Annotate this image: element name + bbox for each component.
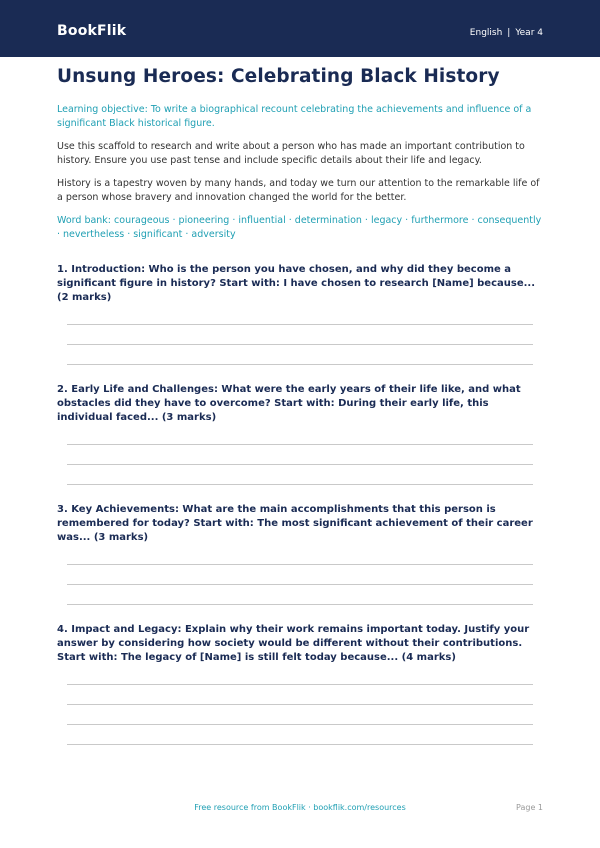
question-2: 2. Early Life and Challenges: What were the early years of their life like, and what obstacles did they have to overcome? Start with: During their early life, this individual faced... (3 marks): [57, 384, 521, 423]
writing-line: [67, 704, 533, 705]
answer-lines-4[interactable]: [67, 684, 533, 745]
writing-line: [67, 344, 533, 345]
writing-line: [67, 324, 533, 325]
year-label: Year 4: [515, 28, 543, 38]
question-1: 1. Introduction: Who is the person you have chosen, and why did they become a significant figure in history? Start with: I have chosen to research [Name] because... (2 marks): [57, 264, 536, 303]
answer-lines-3[interactable]: [67, 564, 533, 605]
question-3: 3. Key Achievements: What are the main accomplishments that this person is remembered for today? Start with: The most significant achievement of their career was... (3 marks): [57, 504, 533, 543]
page-title: Unsung Heroes: Celebrating Black History: [57, 66, 500, 87]
footer-text[interactable]: Free resource from BookFlik · bookflik.com/resources: [194, 803, 406, 812]
writing-line: [67, 584, 533, 585]
word-bank: Word bank: courageous · pioneering · influential · determination · legacy · furthermore · consequently · nevertheless · significant · adversity: [57, 215, 542, 240]
subject-label: English: [469, 28, 503, 38]
writing-line: [67, 444, 533, 445]
intro-paragraph: Use this scaffold to research and write about a person who has made an important contribution to history. Ensure you use past tense and include specific details about their life and legacy.: [57, 141, 525, 166]
question-4: 4. Impact and Legacy: Explain why their work remains important today. Justify your answer by considering how society would be different without their contributions. Start with: The legacy of [Name] is still felt today because... (4 marks): [57, 624, 530, 663]
writing-line: [67, 684, 533, 685]
worksheet-content: [57, 66, 543, 745]
answer-lines-2[interactable]: [67, 444, 533, 485]
brand-logo: BookFlik: [57, 23, 127, 39]
writing-line: [67, 744, 533, 745]
intro-paragraph: History is a tapestry woven by many hands, and today we turn our attention to the remarkable life of a person whose bravery and innovation changed the world for the better.: [57, 178, 540, 203]
meta-separator: |: [507, 28, 511, 38]
header-bar: [0, 0, 600, 57]
writing-line: [67, 724, 533, 725]
answer-lines-1[interactable]: [67, 324, 533, 365]
writing-line: [67, 484, 533, 485]
writing-line: [67, 464, 533, 465]
page-number: Page 1: [516, 803, 543, 812]
writing-line: [67, 564, 533, 565]
writing-line: [67, 364, 533, 365]
writing-line: [67, 604, 533, 605]
header-meta: [470, 28, 543, 38]
learning-objective: Learning objective: To write a biographical recount celebrating the achievements and influence of a significant Black historical figure.: [57, 104, 532, 129]
